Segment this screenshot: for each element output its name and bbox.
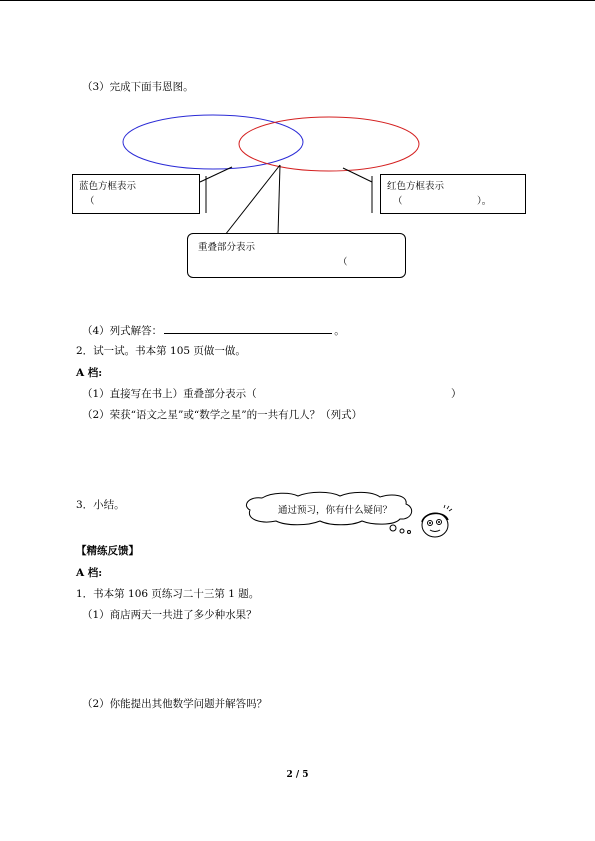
overlap-pointer-left [225,165,280,235]
practice-1: 1．书本第 106 页练习二十三第 1 题。 [76,588,260,600]
cartoon-boy-icon [422,505,452,537]
overlap-box [187,233,406,278]
a1-question-2: （2）荣获“语文之星”或“数学之星”的一共有几人？（列式） [82,409,363,421]
red-box [380,174,526,214]
answer-blank-line [164,322,332,334]
red-circle [239,117,419,171]
item3: 3．小结。 [76,499,125,511]
practice-1-question-2: （2）你能提出其他数学问题并解答吗？ [82,698,268,710]
thought-cloud [238,492,458,552]
level-a-label-2: A 档: [76,567,103,579]
page-number: 2 / 5 [286,770,309,780]
cloud-text: 通过预习，你有什么疑问？ [278,505,393,516]
blue-box-blank: （ [85,196,95,207]
overlap-box-label: 重叠部分表示 [198,242,256,253]
practice-1-question-1: （1）商店两天一共进了多少种水果？ [82,609,257,621]
red-box-label: 红色方框表示 [387,181,445,192]
a1-question-1-end: ） [451,388,462,400]
overlap-pointer-right [278,165,280,235]
blue-box [72,174,200,214]
venn-heading: （3）完成下面韦恩图。 [82,81,194,93]
item4-line [82,322,345,338]
red-box-blank: （ [393,196,403,207]
cloud-drawing [238,492,458,552]
item2: 2．试一试。书本第 105 页做一做。 [76,345,246,357]
red-box-blank-end: ）。 [477,196,492,207]
a1-question-1: （1）直接写在书上）重叠部分表示（ [82,388,257,400]
overlap-box-blank: （ [338,257,348,268]
level-a-label-1: A 档: [76,367,103,379]
blue-circle [123,115,303,169]
item4-end: 。 [334,325,345,337]
section-title: 【精练反馈】 [76,545,139,557]
blue-box-label: 蓝色方框表示 [79,181,137,192]
item4-label: （4）列式解答： [82,325,163,337]
